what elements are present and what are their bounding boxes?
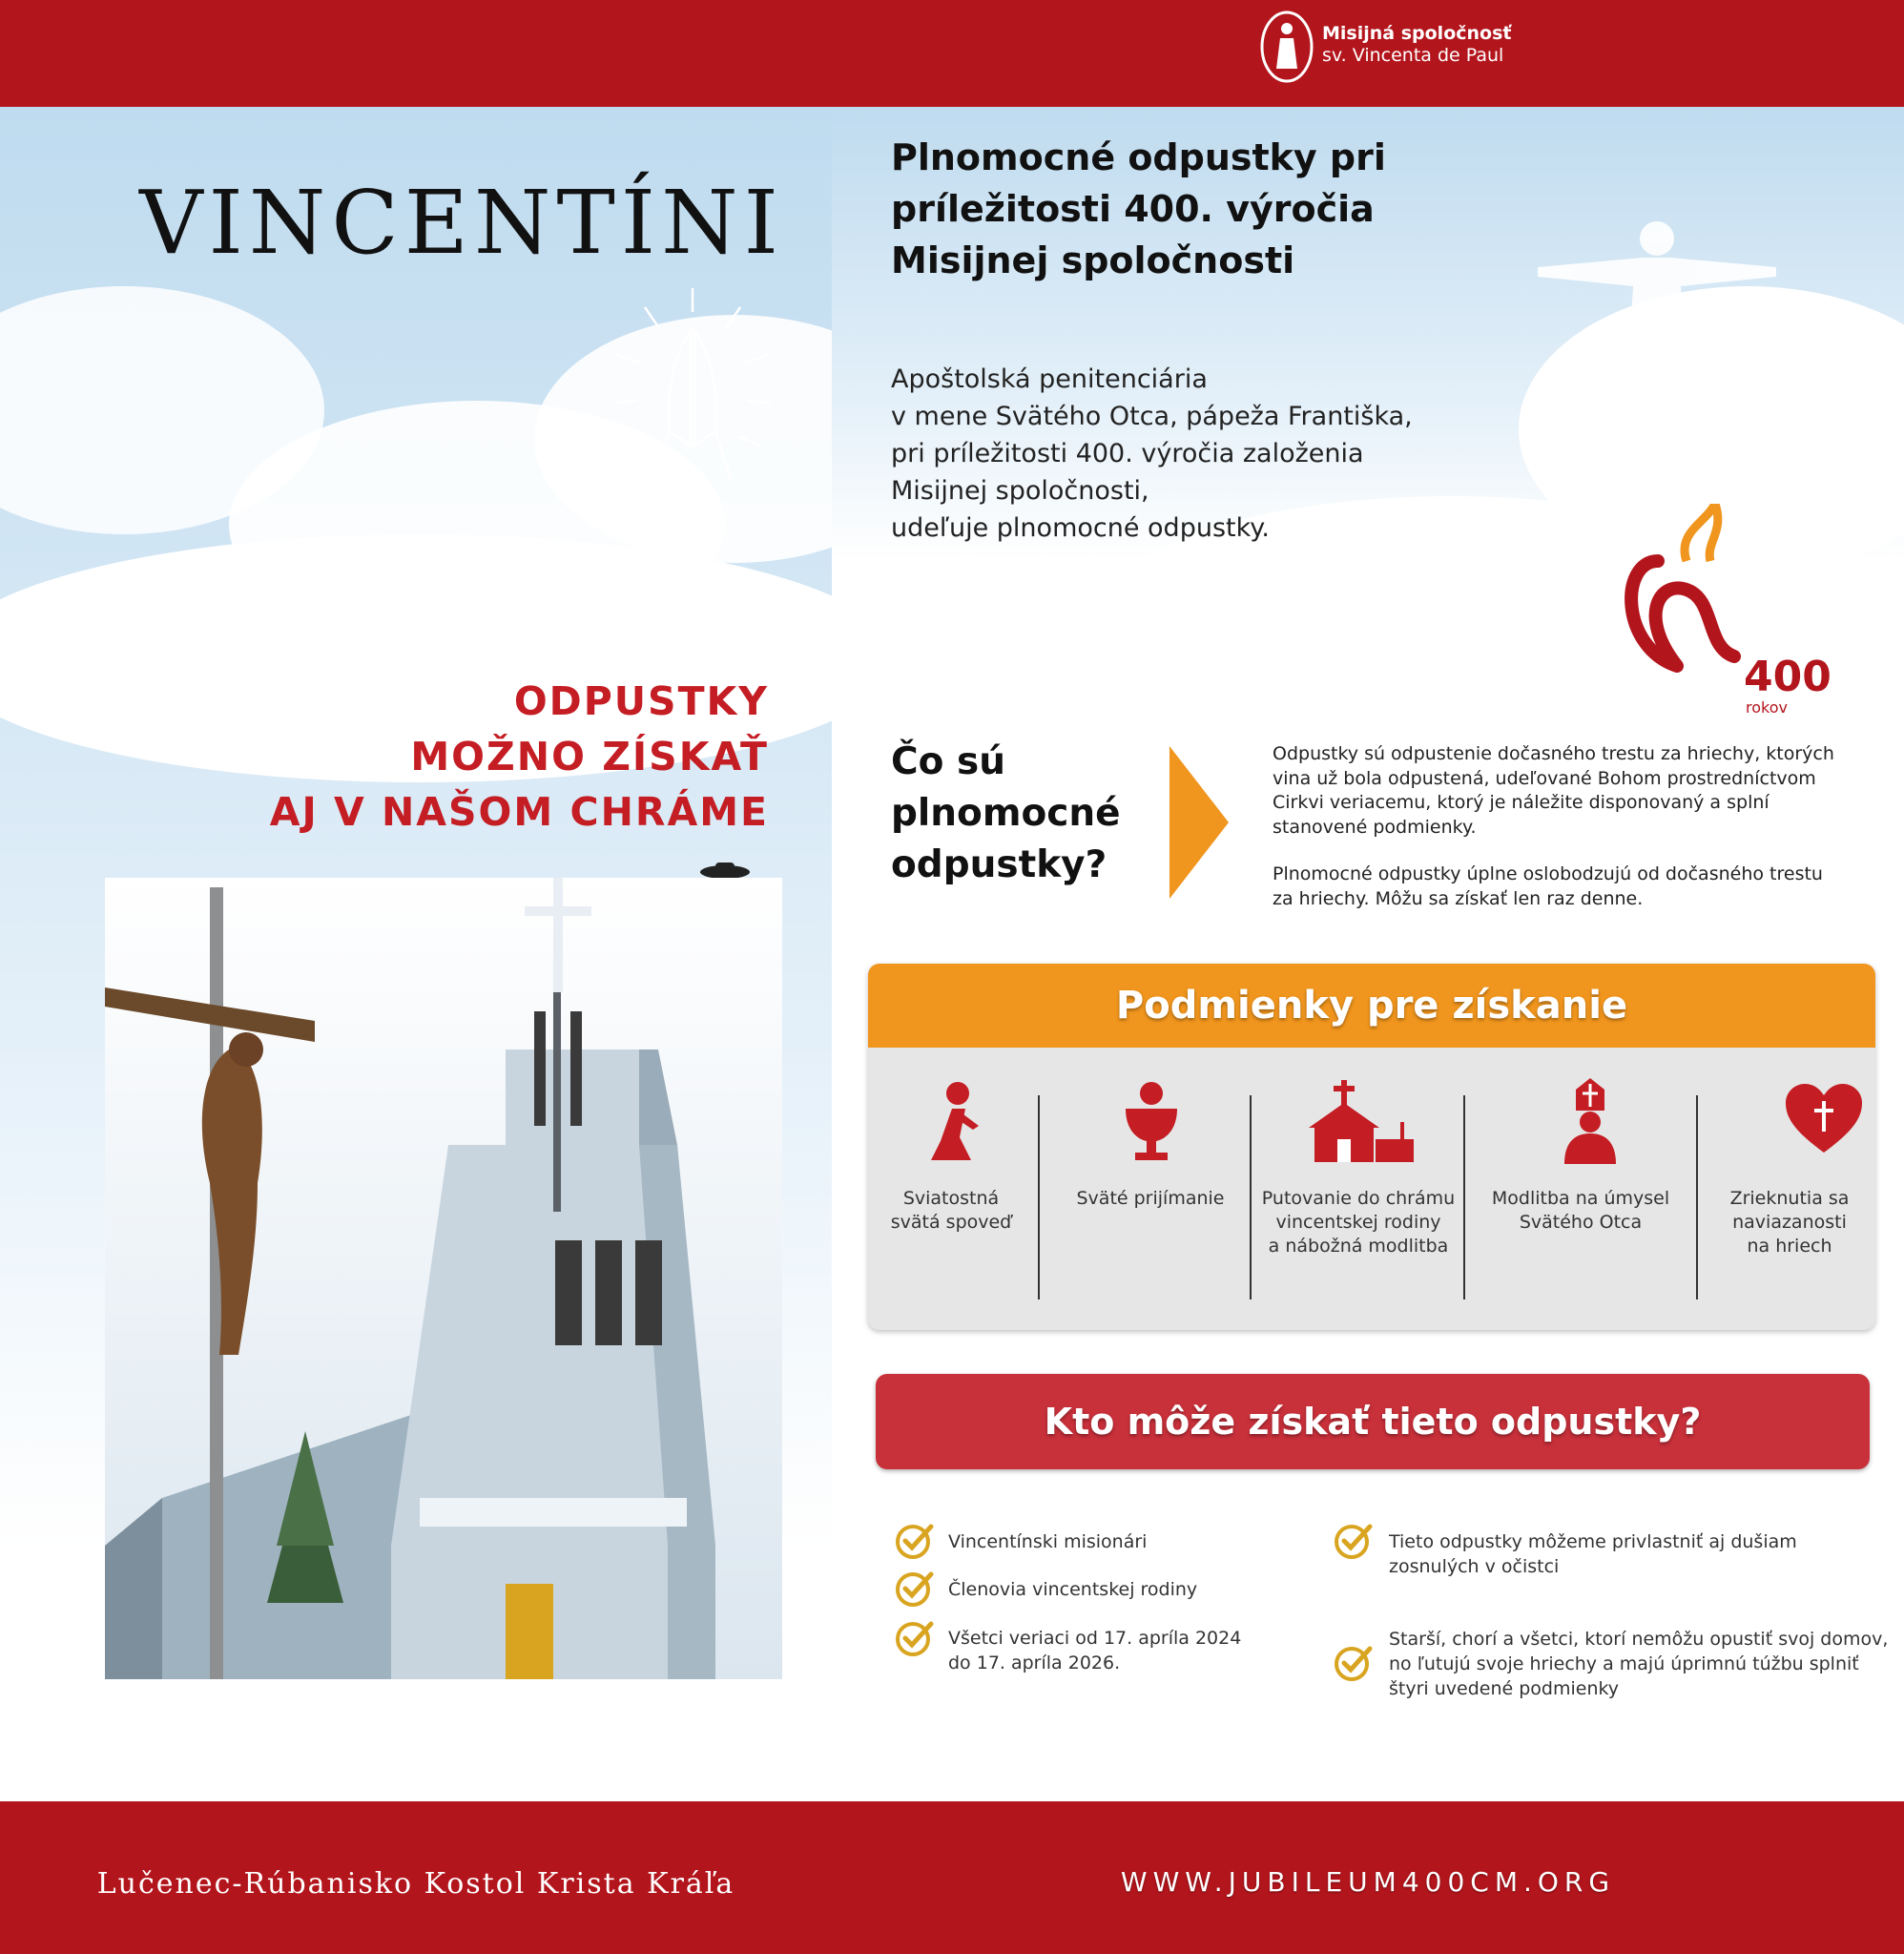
check-circle-icon <box>895 1569 935 1609</box>
eligible-item <box>948 1577 1197 1602</box>
condition-line: na hriech <box>1747 1236 1832 1257</box>
headline-line: MOŽNO ZÍSKAŤ <box>410 734 769 780</box>
heading-line: príležitosti 400. výročia <box>891 188 1375 230</box>
definition-line: Cirkvi veriacemu, ktorý je náležite disponovaný a splní <box>1273 792 1769 813</box>
who-title: Kto môže získať tieto odpustky? <box>876 1374 1870 1469</box>
intro-line: pri príležitosti 400. výročia založenia <box>891 439 1364 468</box>
jubilee-400-logo-icon <box>1620 504 1763 676</box>
check-circle-icon <box>1334 1643 1374 1683</box>
condition-line: Modlitba na úmysel <box>1491 1188 1670 1209</box>
condition-label-prayer <box>1475 1187 1687 1235</box>
eligible-line: Starší, chorí a všetci, ktorí nemôžu opustiť svoj domov, <box>1389 1629 1889 1650</box>
eligible-line: Vincentínski misionári <box>948 1531 1148 1552</box>
kneeling-person-icon <box>918 1080 984 1166</box>
right-infographic <box>832 0 1904 1954</box>
condition-line: Svätého Otca <box>1519 1212 1643 1233</box>
definition-text <box>1273 742 1834 911</box>
intro-line: v mene Svätého Otca, pápeža Františka, <box>891 402 1413 431</box>
divider <box>1696 1095 1698 1299</box>
condition-line: naviazanosti <box>1732 1212 1847 1233</box>
eligible-line: zosnulých v očistci <box>1389 1556 1560 1577</box>
church-photo <box>105 878 782 1679</box>
condition-line: vincentskej rodiny <box>1275 1212 1441 1233</box>
condition-label-pilgrimage <box>1252 1187 1465 1258</box>
heading-line: Plnomocné odpustky pri <box>891 136 1386 178</box>
eligible-line: Tieto odpustky môžeme privlastniť aj dušiam <box>1389 1531 1797 1552</box>
poster-title: VINCENTÍNI <box>139 172 784 274</box>
definition-line: za hriechy. Môžu sa získať len raz denne. <box>1273 887 1644 909</box>
risen-christ-silhouette <box>1528 200 1786 487</box>
condition-line: Sväté prijímanie <box>1076 1188 1225 1209</box>
definition-line: stanovené podmienky. <box>1273 816 1477 838</box>
top-red-bar <box>0 0 832 107</box>
intro-line: Misijnej spoločnosti, <box>891 476 1149 506</box>
headline <box>0 674 769 840</box>
pope-icon <box>1557 1076 1624 1168</box>
vincentian-logo-icon <box>1259 10 1314 84</box>
website-url-link[interactable]: WWW.JUBILEUM400CM.ORG <box>1120 1866 1616 1898</box>
logo-line: Misijná spoločnosť <box>1322 23 1512 44</box>
condition-line: a nábožná modlitba <box>1268 1236 1449 1257</box>
question-heading <box>891 737 1121 891</box>
condition-label-renunciation <box>1706 1187 1873 1258</box>
logo-line: sv. Vincenta de Paul <box>1322 45 1504 66</box>
condition-line: Sviatostná <box>902 1188 1000 1209</box>
eligible-item <box>948 1529 1147 1554</box>
check-circle-icon <box>895 1618 935 1658</box>
arrow-right-icon <box>1169 746 1232 899</box>
eligible-line: Všetci veriaci od 17. apríla 2024 <box>948 1628 1242 1649</box>
praying-hands-icon <box>607 279 778 488</box>
condition-line: svätá spoveď <box>890 1212 1012 1233</box>
logo-text <box>1322 23 1511 67</box>
condition-line: Zrieknutia sa <box>1729 1188 1850 1209</box>
badge-label: rokov <box>1746 698 1788 717</box>
definition-line: vina už bola odpustená, udeľované Bohom prostredníctvom <box>1273 767 1816 789</box>
eligible-line: do 17. apríla 2026. <box>948 1653 1121 1673</box>
church-icon <box>1305 1080 1419 1166</box>
conditions-title: Podmienky pre získanie <box>868 964 1875 1048</box>
eligible-line: Členovia vincentskej rodiny <box>948 1579 1198 1600</box>
parish-footer: Lučenec-Rúbanisko Kostol Krista Kráľa <box>96 1867 735 1901</box>
question-line: odpustky? <box>891 843 1107 886</box>
badge-number: 400 <box>1744 653 1832 701</box>
heart-cross-icon <box>1786 1084 1862 1156</box>
left-poster <box>0 0 832 1954</box>
eligible-line: štyri uvedené podmienky <box>1389 1678 1620 1699</box>
condition-label-confession <box>846 1187 1056 1235</box>
headline-line: AJ V NAŠOM CHRÁME <box>269 789 769 835</box>
eligible-line: no ľutujú svoje hriechy a majú úprimnú túžbu splniť <box>1389 1653 1859 1674</box>
eligible-item <box>1389 1627 1888 1701</box>
main-heading <box>891 132 1386 286</box>
check-circle-icon <box>1334 1521 1374 1561</box>
eligible-item <box>1389 1529 1797 1579</box>
eligible-item <box>948 1626 1241 1675</box>
condition-label-communion <box>1045 1187 1255 1211</box>
chalice-icon <box>1118 1080 1185 1166</box>
intro-line: udeľuje plnomocné odpustky. <box>891 513 1270 543</box>
definition-line: Odpustky sú odpustenie dočasného trestu za hriechy, ktorých <box>1273 743 1834 764</box>
intro-text <box>891 361 1413 547</box>
heading-line: Misijnej spoločnosti <box>891 239 1295 281</box>
definition-line: Plnomocné odpustky úplne oslobodzujú od dočasného trestu <box>1273 863 1823 884</box>
condition-line: Putovanie do chrámu <box>1261 1188 1456 1209</box>
intro-line: Apoštolská penitenciária <box>891 364 1208 394</box>
question-line: Čo sú <box>891 740 1005 783</box>
check-circle-icon <box>895 1521 935 1561</box>
headline-line: ODPUSTKY <box>513 678 769 724</box>
question-line: plnomocné <box>891 792 1121 835</box>
